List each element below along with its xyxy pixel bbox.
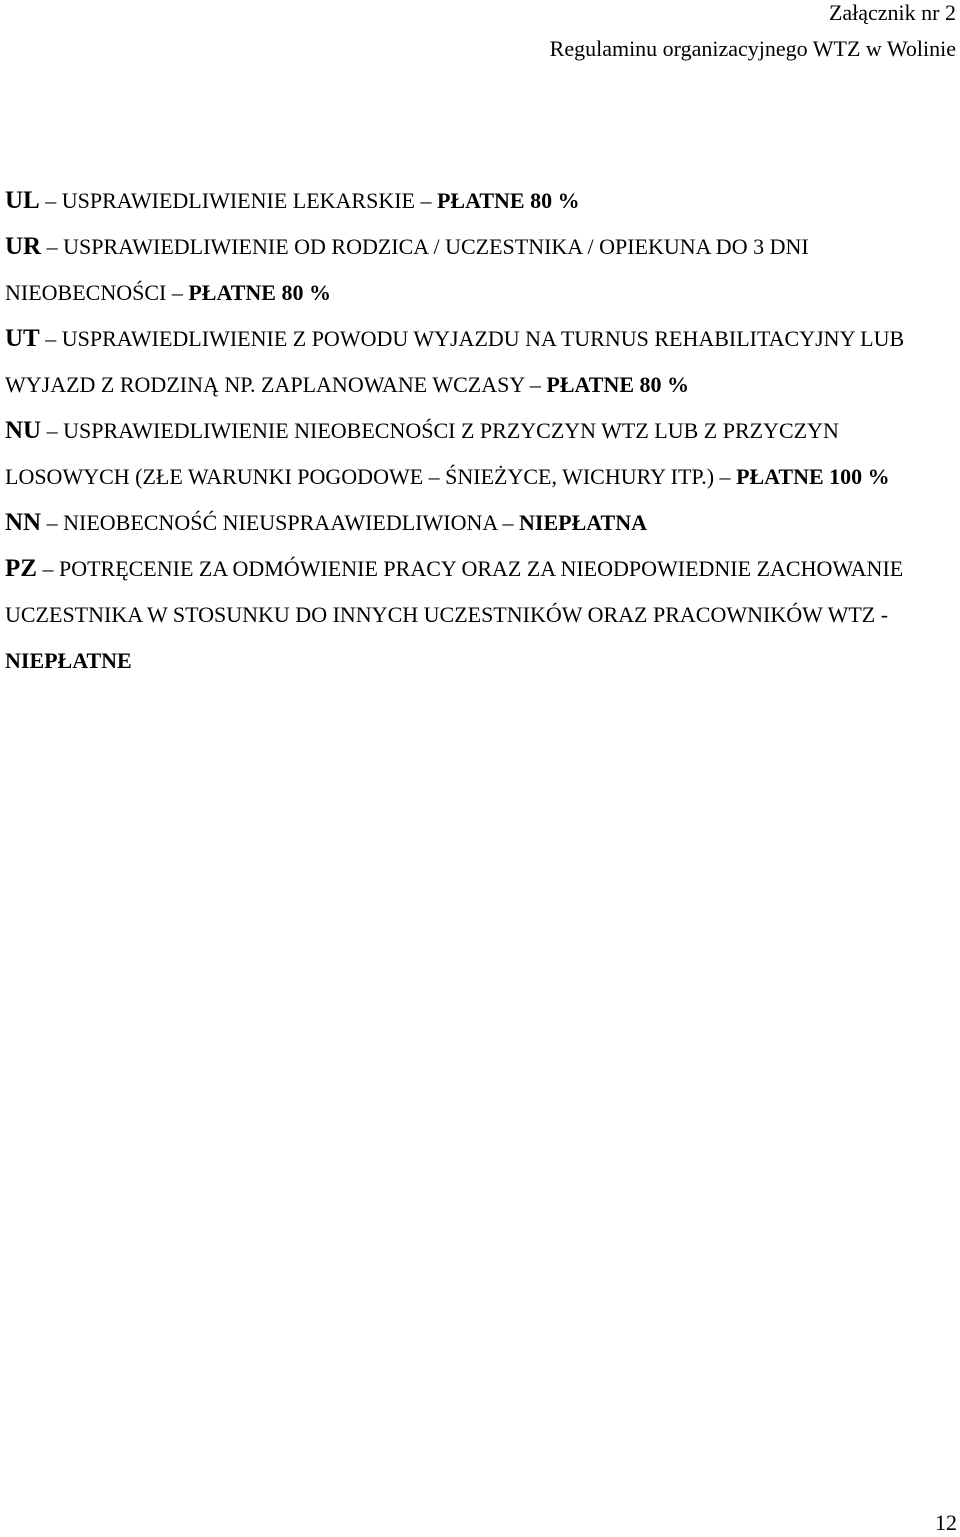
code-entry-ut: [5, 316, 950, 408]
code-description: – USPRAWIEDLIWIENIE OD RODZICA / UCZESTNIKA / OPIEKUNA DO 3 DNI NIEOBECNOŚCI –: [5, 234, 809, 305]
code-entry-nn: [5, 500, 950, 546]
code-label: UR: [5, 233, 42, 260]
payment-status: NIEPŁATNA: [519, 510, 647, 535]
attachment-label: Załącznik nr 2: [828, 0, 956, 25]
code-description: – USPRAWIEDLIWIENIE NIEOBECNOŚCI Z PRZYCZYN WTZ LUB Z PRZYCZYN LOSOWYCH (ZŁE WARUNKI POGODOWE – ŚNIEŻYCE, WICHURY ITP.) –: [5, 418, 839, 489]
code-entry-pz: [5, 546, 950, 684]
code-description: – NIEOBECNOŚĆ NIEUSPRAAWIEDLIWIONA –: [41, 510, 520, 535]
code-entry-nu: [5, 408, 950, 500]
regulation-reference: Regulaminu organizacyjnego WTZ w Wolinie: [549, 36, 956, 61]
payment-status: PŁATNE 100 %: [736, 464, 890, 489]
code-entry-ur: [5, 224, 950, 316]
code-label: UT: [5, 325, 40, 352]
payment-status: PŁATNE 80 %: [546, 372, 690, 397]
payment-status: PŁATNE 80 %: [188, 280, 331, 305]
code-label: NN: [5, 509, 42, 536]
code-description: – USPRAWIEDLIWIENIE LEKARSKIE –: [39, 188, 437, 213]
code-description: – USPRAWIEDLIWIENIE Z POWODU WYJAZDU NA TURNUS REHABILITACYJNY LUB WYJAZD Z RODZINĄ NP. ZAPLANOWANE WCZASY –: [5, 326, 905, 397]
code-label: NU: [5, 417, 42, 444]
page-number: 12: [935, 1510, 957, 1535]
absence-codes-list: [5, 178, 950, 684]
code-label: PZ: [5, 555, 37, 582]
code-label: UL: [5, 187, 40, 214]
code-description: – POTRĘCENIE ZA ODMÓWIENIE PRACY ORAZ ZA NIEODPOWIEDNIE ZACHOWANIE UCZESTNIKA W STOSUNKU DO INNYCH UCZESTNIKÓW ORAZ PRACOWNIKÓW WTZ -: [5, 556, 904, 627]
payment-status: PŁATNE 80 %: [436, 188, 580, 213]
payment-status: NIEPŁATNE: [5, 648, 132, 673]
code-entry-ul: [5, 178, 950, 224]
